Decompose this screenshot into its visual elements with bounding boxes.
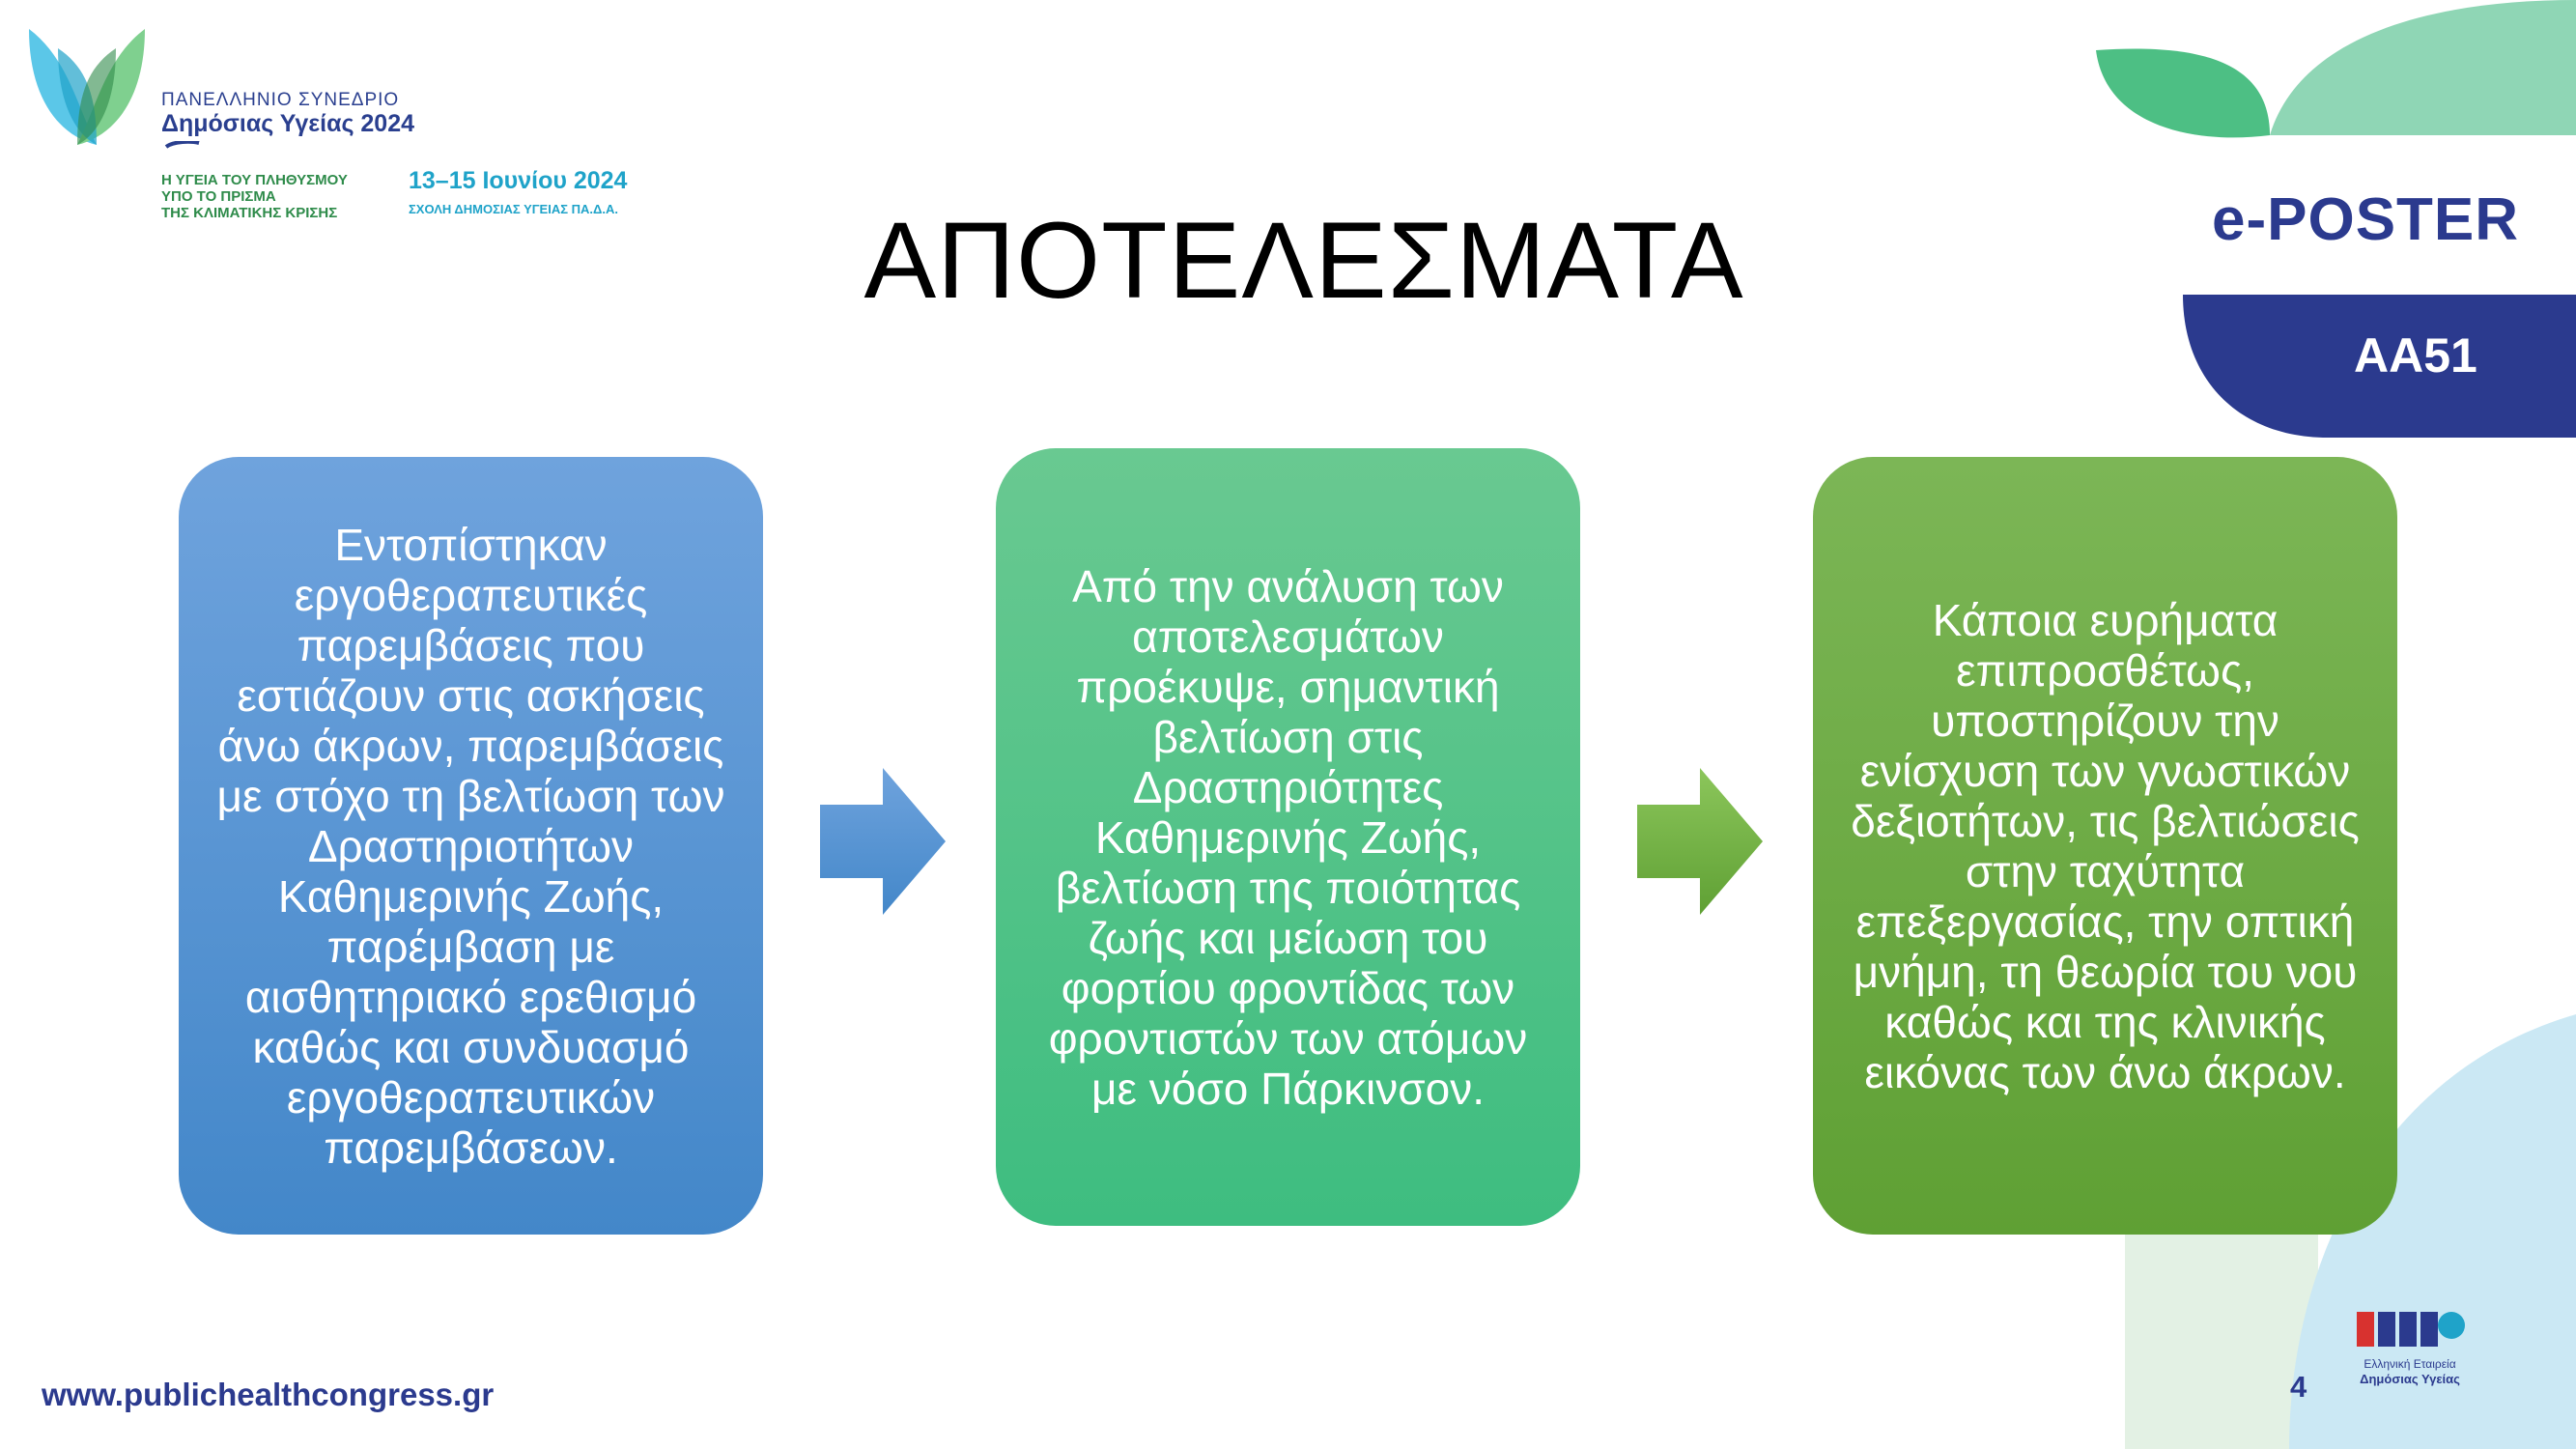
poster-code: AA51 bbox=[2354, 328, 2477, 383]
arrow-right-icon bbox=[820, 768, 946, 915]
conference-school: ΣΧΟΛΗ ΔΗΜΟΣΙΑΣ ΥΓΕΙΑΣ ΠΑ.Δ.Α. bbox=[409, 202, 618, 216]
theme-line3: ΤΗΣ ΚΛΙΜΑΤΙΚΗΣ ΚΡΙΣΗΣ bbox=[161, 205, 338, 221]
result-box-1 bbox=[179, 457, 763, 1235]
conference-theme bbox=[161, 172, 348, 221]
theme-line2: ΥΠΟ ΤΟ ΠΡΙΣΜΑ bbox=[161, 188, 276, 205]
leaf-logo-icon bbox=[19, 19, 155, 150]
result-box-2 bbox=[996, 448, 1580, 1226]
conference-dates: 13–15 Ιουνίου 2024 bbox=[409, 167, 628, 194]
result-box-3 bbox=[1813, 457, 2397, 1235]
eeda-logo-line1: Ελληνική Εταιρεία bbox=[2364, 1357, 2456, 1371]
arrow-right-icon bbox=[1637, 768, 1763, 915]
theme-line1: Η ΥΓΕΙΑ ΤΟΥ ΠΛΗΘΥΣΜΟΥ bbox=[161, 172, 348, 188]
eeda-logo-line2: Δημόσιας Υγείας bbox=[2360, 1372, 2460, 1386]
conference-name-line1: ΠΑΝΕΛΛΗΝΙΟ ΣΥΝΕΔΡΙΟ bbox=[161, 90, 400, 110]
conference-name-line2: Δημόσιας Υγείας 2024 bbox=[161, 110, 415, 137]
website-link[interactable]: www.publichealthcongress.gr bbox=[42, 1377, 495, 1412]
page-number: 4 bbox=[2290, 1370, 2307, 1404]
result-box-3-text: Κάποια ευρήματα επιπροσθέτως, υποστηρίζουν την ενίσχυση των γνωστικών δεξιοτήτων, τις βελτιώσεις στην ταχύτητα επεξεργασίας, την οπτική μνήμη, τη θεωρία του νου καθώς και της κλινικής εικόνας των άνω άκρων. bbox=[1851, 594, 2360, 1097]
decor-top-right bbox=[2077, 0, 2576, 155]
eposter-label: e-POSTER bbox=[2212, 186, 2520, 253]
page-title: ΑΠΟΤΕΛΕΣΜΑΤΑ bbox=[863, 200, 1744, 321]
result-box-1-text: Εντοπίστηκαν εργοθεραπευτικές παρεμβάσεις που εστιάζουν στις ασκήσεις άνω άκρων, παρεμβάσεις με στόχο τη βελτίωση των Δραστηριοτήτων Καθημερινής Ζωής, παρέμβαση με αισθητηριακό ερεθισμό καθώς και συνδυασμό εργοθεραπευτικών παρεμβάσεων. bbox=[216, 519, 725, 1173]
result-box-2-text: Από την ανάλυση των αποτελεσμάτων προέκυψε, σημαντική βελτίωση στις Δραστηριότητες Καθημερινής Ζωής, βελτίωση της ποιότητας ζωής και μείωση του φορτίου φροντίδας των φροντιστών των ατόμων με νόσο Πάρκινσον. bbox=[1048, 560, 1528, 1114]
slash-icon bbox=[164, 141, 201, 149]
